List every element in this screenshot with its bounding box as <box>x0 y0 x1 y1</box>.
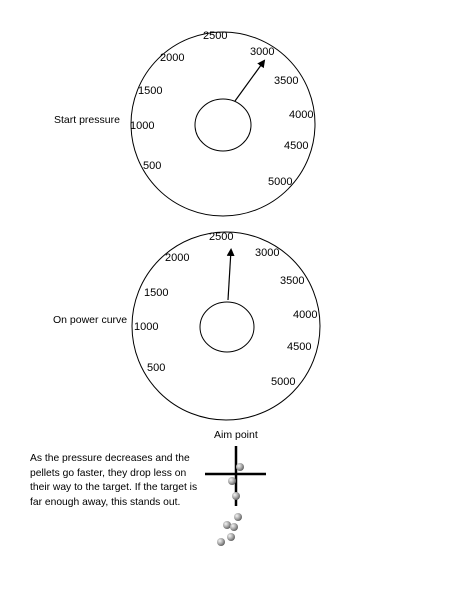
tick-label: 500 <box>143 160 162 172</box>
tick-label: 3500 <box>274 75 299 87</box>
caption-text: As the pressure decreases and the pellets go faster, they drop less on their way to the target. If the target is far enough away, this stands out. <box>30 453 198 508</box>
tick-label: 1500 <box>138 85 163 97</box>
tick-label: 5000 <box>268 176 293 188</box>
tick-label: 2000 <box>160 52 185 64</box>
pellet-group <box>217 463 244 546</box>
gauge-needle <box>235 61 264 101</box>
tick-label: 2500 <box>209 231 234 243</box>
tick-label: 5000 <box>271 376 296 388</box>
pellet-impact <box>228 477 236 485</box>
tick-label: 1000 <box>130 120 155 132</box>
tick-label: 4500 <box>284 140 309 152</box>
tick-label: 3000 <box>255 247 280 259</box>
gauge-label: Start pressure <box>54 114 120 126</box>
tick-label: 4000 <box>289 109 314 121</box>
pellet-impact <box>232 492 240 500</box>
tick-label: 3500 <box>280 275 305 287</box>
pellet-impact <box>223 521 231 529</box>
pellet-impact <box>234 513 242 521</box>
gauge-dial <box>131 32 315 216</box>
tick-label: 4500 <box>287 341 312 353</box>
aim-point-label: Aim point <box>214 429 258 441</box>
tick-label: 1000 <box>134 321 159 333</box>
tick-label: 2000 <box>165 252 190 264</box>
tick-label: 500 <box>147 362 166 374</box>
gauge-start-pressure <box>54 30 315 216</box>
gauge-hub <box>195 99 251 151</box>
pellet-impact <box>230 523 238 531</box>
gauge-on-power-curve <box>53 231 320 420</box>
gauge-label: On power curve <box>53 314 128 326</box>
tick-label: 2500 <box>203 30 228 42</box>
gauge-hub <box>200 302 254 352</box>
pellet-impact <box>236 463 244 471</box>
gauge-dial <box>132 232 320 420</box>
tick-label: 1500 <box>144 287 169 299</box>
gauge-needle <box>228 250 231 300</box>
tick-label: 3000 <box>250 46 275 58</box>
tick-label: 4000 <box>293 309 318 321</box>
pellet-impact <box>217 538 225 546</box>
pellet-impact <box>227 533 235 541</box>
